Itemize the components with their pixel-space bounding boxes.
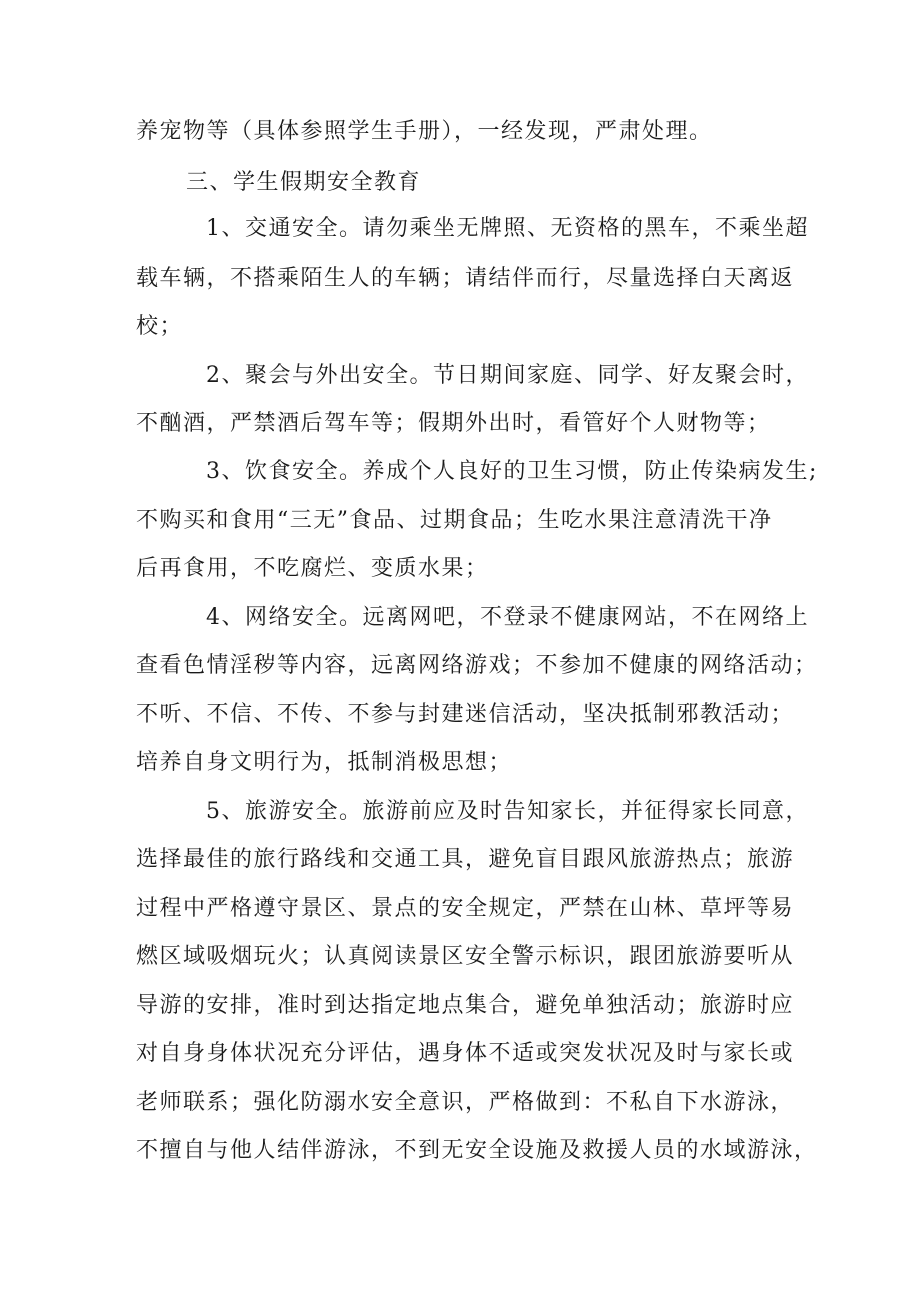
text-line: 1、交通安全。请勿乘坐无牌照、无资格的黑车，不乘坐超 [206, 216, 809, 241]
text-line: 4、网络安全。远离网吧，不登录不健康网站，不在网络上 [206, 605, 809, 630]
text-line: 后再食用，不吃腐烂、变质水果； [136, 556, 489, 581]
text-line: 2、聚会与外出安全。节日期间家庭、同学、好友聚会时， [206, 363, 809, 388]
section-heading: 三、学生假期安全教育 [186, 170, 422, 195]
text-line: 燃区域吸烟玩火；认真阅读景区安全警示标识，跟团旅游要听从 [136, 944, 795, 969]
text-line: 不酗酒，严禁酒后驾车等；假期外出时，看管好个人财物等； [136, 411, 771, 436]
text-line: 导游的安排，准时到达指定地点集合，避免单独活动；旅游时应 [136, 993, 795, 1018]
text-line: 查看色情淫秽等内容，远离网络游戏；不参加不健康的网络活动； [136, 653, 818, 678]
text-line: 培养自身文明行为，抵制消极思想； [136, 750, 513, 775]
text-line: 载车辆，不搭乘陌生人的车辆；请结伴而行，尽量选择白天离返 [136, 266, 795, 291]
text-line: 不听、不信、不传、不参与封建迷信活动，坚决抵制邪教活动； [136, 702, 795, 727]
text-line: 选择最佳的旅行路线和交通工具，避免盲目跟风旅游热点；旅游 [136, 847, 795, 872]
text-line: 不擅自与他人结伴游泳，不到无安全设施及救援人员的水域游泳， [136, 1138, 818, 1163]
text-line: 老师联系；强化防溺水安全意识，严格做到：不私自下水游泳， [136, 1090, 795, 1115]
text-line: 对自身身体状况充分评估，遇身体不适或突发状况及时与家长或 [136, 1041, 795, 1066]
text-line: 5、旅游安全。旅游前应及时告知家长，并征得家长同意， [206, 799, 809, 824]
text-line: 校； [136, 314, 184, 339]
text-line: 养宠物等（具体参照学生手册），一经发现，严肃处理。 [136, 119, 713, 144]
text-line: 过程中严格遵守景区、景点的安全规定，严禁在山林、草坪等易 [136, 896, 795, 921]
text-line: 3、饮食安全。养成个人良好的卫生习惯，防止传染病发生; [206, 459, 818, 484]
text-line: 不购买和食用“三无”食品、过期食品；生吃水果注意清洗干净 [136, 508, 773, 533]
